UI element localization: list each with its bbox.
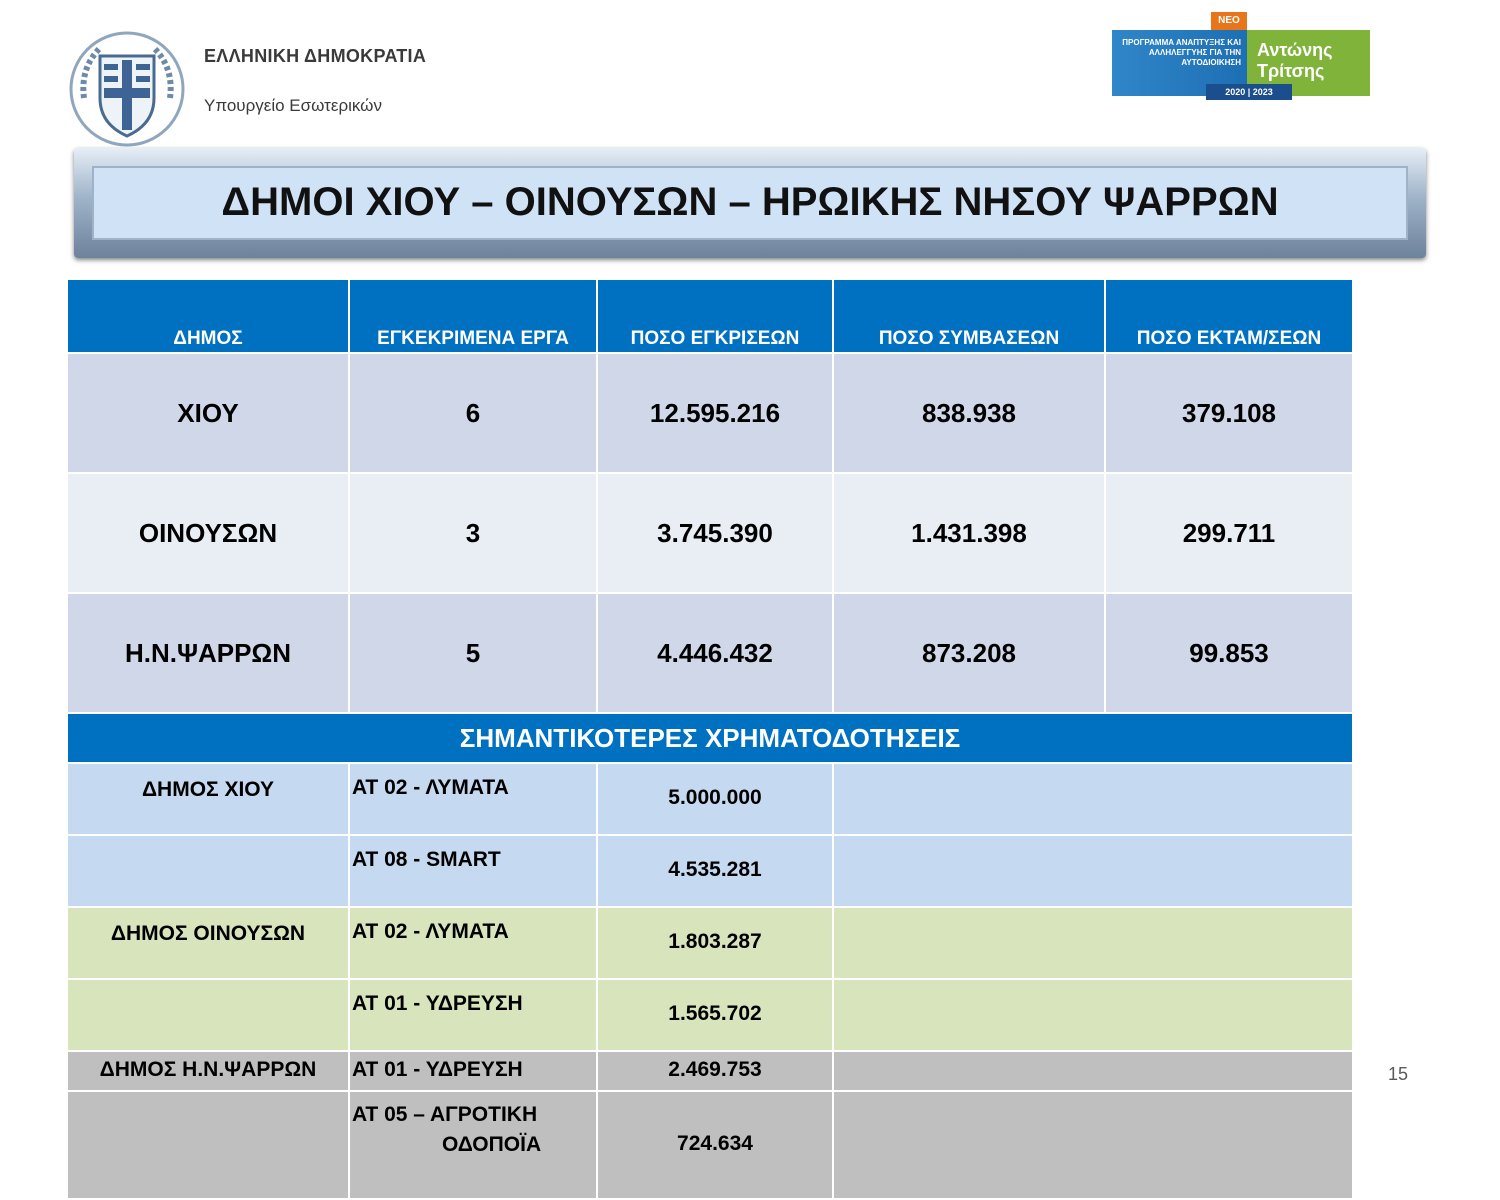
- cell-municipality: ΟΙΝΟΥΣΩΝ: [67, 473, 349, 593]
- header-contract-amount: ΠΟΣΟ ΣΥΜΒΑΣΕΩΝ: [833, 279, 1105, 353]
- funding-municipality: ΔΗΜΟΣ ΟΙΝΟΥΣΩΝ: [67, 907, 349, 979]
- funding-axis: ΑΤ 01 - ΥΔΡΕΥΣΗ: [349, 979, 597, 1051]
- funding-axis: ΑΤ 02 - ΛΥΜΑΤΑ: [349, 763, 597, 835]
- table-row: [67, 593, 1353, 713]
- cell-projects: 3: [349, 473, 597, 593]
- cell-contracts: 838.938: [833, 353, 1105, 473]
- cell-approved: 3.745.390: [597, 473, 833, 593]
- funding-municipality: ΔΗΜΟΣ Η.Ν.ΨΑΡΡΩΝ: [67, 1051, 349, 1091]
- funding-row: [67, 1051, 1353, 1091]
- ministry-name: Υπουργείο Εσωτερικών: [204, 96, 382, 115]
- funding-axis: [349, 1091, 597, 1199]
- cell-municipality: Η.Ν.ΨΑΡΡΩΝ: [67, 593, 349, 713]
- funding-amount: 724.634: [597, 1091, 833, 1199]
- funding-row: [67, 907, 1353, 979]
- cell-projects: 6: [349, 353, 597, 473]
- funding-row: [67, 1091, 1353, 1199]
- page-title: ΔΗΜΟΙ ΧΙΟΥ – ΟΙΝΟΥΣΩΝ – ΗΡΩΙΚΗΣ ΝΗΣΟΥ ΨΑΡΡΩΝ: [221, 180, 1279, 224]
- logo-program-text: ΠΡΟΓΡΑΜΜΑ ΑΝΑΠΤΥΞΗΣ ΚΑΙ ΑΛΛΗΛΕΓΓΥΗΣ ΓΙΑ ΤΗΝ ΑΥΤΟΔΙΟΙΚΗΣΗ: [1122, 38, 1241, 67]
- funding-axis: ΑΤ 02 - ΛΥΜΑΤΑ: [349, 907, 597, 979]
- table-row: [67, 473, 1353, 593]
- funding-row: [67, 763, 1353, 835]
- funding-empty-cell: [833, 907, 1353, 979]
- cell-disbursed: 299.711: [1105, 473, 1353, 593]
- program-logo: [1112, 12, 1370, 102]
- funding-empty-cell: [833, 1091, 1353, 1199]
- cell-approved: 12.595.216: [597, 353, 833, 473]
- header-municipality: ΔΗΜΟΣ: [67, 279, 349, 353]
- cell-projects: 5: [349, 593, 597, 713]
- cell-contracts: 1.431.398: [833, 473, 1105, 593]
- cell-disbursed: 379.108: [1105, 353, 1353, 473]
- municipalities-table: [66, 278, 1354, 1200]
- government-name: ΕΛΛΗΝΙΚΗ ΔΗΜΟΚΡΑΤΙΑ: [204, 46, 427, 66]
- funding-amount: 1.565.702: [597, 979, 833, 1051]
- logo-name-line2: Τρίτσης: [1257, 61, 1325, 81]
- funding-municipality: [67, 835, 349, 907]
- logo-years: 2020 | 2023: [1206, 84, 1292, 100]
- header-approved-projects: ΕΓΚΕΚΡΙΜΕΝΑ ΕΡΓΑ: [349, 279, 597, 353]
- page-number: 15: [1388, 1064, 1409, 1084]
- funding-row: [67, 979, 1353, 1051]
- funding-axis: ΑΤ 01 - ΥΔΡΕΥΣΗ: [349, 1051, 597, 1091]
- table-row: [67, 353, 1353, 473]
- cell-disbursed: 99.853: [1105, 593, 1353, 713]
- funding-amount: 4.535.281: [597, 835, 833, 907]
- funding-municipality: [67, 979, 349, 1051]
- cell-contracts: 873.208: [833, 593, 1105, 713]
- table-header-row: [67, 279, 1353, 353]
- funding-axis-line1: ΑΤ 05 – ΑΓΡΟΤΙΚΗ: [352, 1103, 538, 1126]
- funding-axis: ΑΤ 08 - SMART: [349, 835, 597, 907]
- funding-empty-cell: [833, 1051, 1353, 1091]
- logo-name: [1257, 40, 1332, 82]
- cell-approved: 4.446.432: [597, 593, 833, 713]
- logo-name-line1: Αντώνης: [1257, 40, 1333, 60]
- logo-badge: ΝΕΟ: [1211, 12, 1247, 30]
- title-banner-inner: [92, 166, 1408, 240]
- title-banner: [74, 148, 1426, 258]
- funding-municipality: ΔΗΜΟΣ ΧΙΟΥ: [67, 763, 349, 835]
- greek-coat-of-arms-icon: [66, 28, 188, 150]
- funding-empty-cell: [833, 835, 1353, 907]
- funding-empty-cell: [833, 979, 1353, 1051]
- funding-amount: 2.469.753: [597, 1051, 833, 1091]
- section-title: ΣΗΜΑΝΤΙΚΟΤΕΡΕΣ ΧΡΗΜΑΤΟΔΟΤΗΣΕΙΣ: [67, 713, 1353, 763]
- funding-municipality: [67, 1091, 349, 1199]
- funding-amount: 1.803.287: [597, 907, 833, 979]
- funding-row: [67, 835, 1353, 907]
- funding-empty-cell: [833, 763, 1353, 835]
- section-header-row: [67, 713, 1353, 763]
- header-disbursed-amount: ΠΟΣΟ ΕΚΤΑΜ/ΣΕΩΝ: [1105, 279, 1353, 353]
- header-approved-amount: ΠΟΣΟ ΕΓΚΡΙΣΕΩΝ: [597, 279, 833, 353]
- cell-municipality: ΧΙΟΥ: [67, 353, 349, 473]
- funding-amount: 5.000.000: [597, 763, 833, 835]
- funding-axis-line2: ΟΔΟΠΟΪΑ: [442, 1133, 542, 1156]
